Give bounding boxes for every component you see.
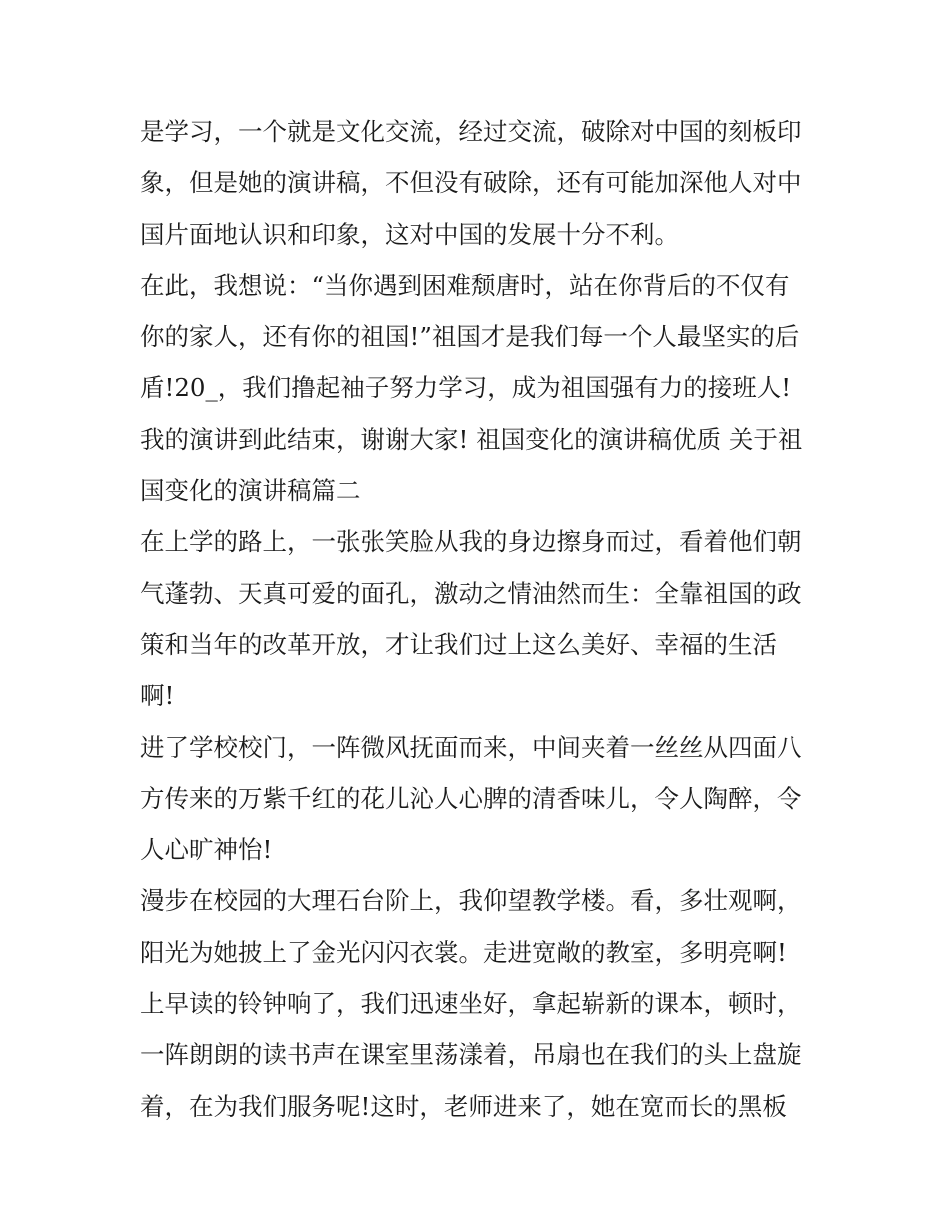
text-line: 气蓬勃、天真可爱的面孔，激动之情油然而生：全靠祖国的政 (140, 578, 802, 608)
text-line: 我的演讲到此结束，谢谢大家! 祖国变化的演讲稿优质 关于祖 (140, 424, 803, 454)
text-line: 一阵朗朗的读书声在课室里荡漾着，吊扇也在我们的头上盘旋 (140, 1040, 802, 1070)
text-line: 国变化的演讲稿篇二 (140, 476, 361, 506)
text-line: 进了学校校门，一阵微风抚面而来，中间夹着一丝丝从四面八 (140, 732, 802, 762)
text-line: 阳光为她披上了金光闪闪衣裳。走进宽敞的教室，多明亮啊! (140, 937, 787, 967)
text-line: 在上学的路上，一张张笑脸从我的身边擦身而过，看着他们朝 (140, 527, 802, 557)
text-line: 啊! (140, 681, 175, 711)
body-text (140, 106, 820, 1132)
text-line: 着，在为我们服务呢!这时，老师进来了，她在宽而长的黑板 (140, 1091, 787, 1121)
text-line: 上早读的铃钟响了，我们迅速坐好，拿起崭新的课本，顿时， (140, 989, 802, 1019)
text-line: 漫步在校园的大理石台阶上，我仰望教学楼。看，多壮观啊， (140, 886, 802, 916)
text-line: 人心旷神怡! (140, 835, 273, 865)
text-line: 策和当年的改革开放，才让我们过上这么美好、幸福的生活 (140, 629, 777, 659)
text-line: 盾!20_，我们撸起袖子努力学习，成为祖国强有力的接班人! (140, 373, 792, 403)
text-line: 是学习，一个就是文化交流，经过交流，破除对中国的刻板印 (140, 117, 802, 146)
text-line: 在此，我想说：“当你遇到困难颓唐时，站在你背后的不仅有 (140, 270, 790, 300)
text-line: 你的家人，还有你的祖国!”祖国才是我们每一个人最坚实的后 (140, 322, 800, 352)
text-line: 方传来的万紫千红的花儿沁人心脾的清香味儿，令人陶醉，令 (140, 783, 802, 813)
text-line: 象，但是她的演讲稿，不但没有破除，还有可能加深他人对中 (140, 168, 802, 198)
text-line: 国片面地认识和印象，这对中国的发展十分不利。 (140, 219, 679, 249)
